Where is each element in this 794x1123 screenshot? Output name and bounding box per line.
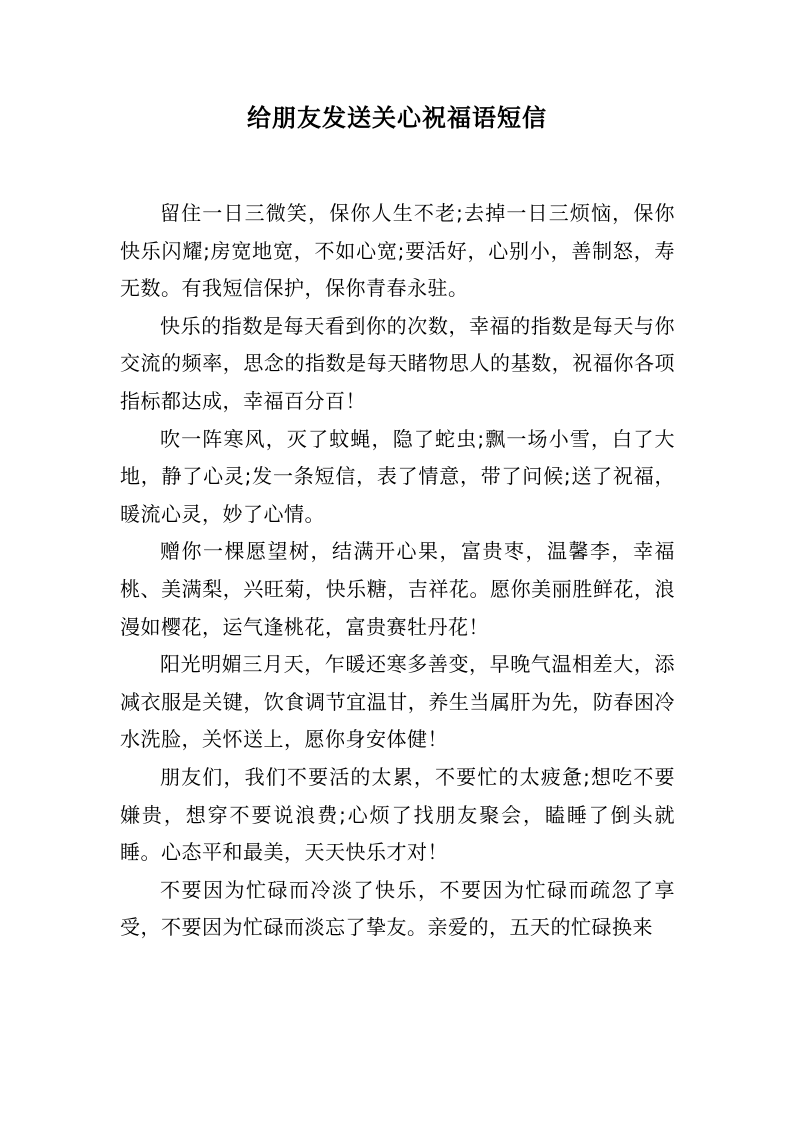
page-title: 给朋友发送关心祝福语短信 — [247, 104, 547, 132]
paragraph: 不要因为忙碌而冷淡了快乐，不要因为忙碌而疏忽了享受，不要因为忙碌而淡忘了挚友。亲爱的，五天的忙碌换来 — [120, 877, 675, 940]
paragraph: 朋友们，我们不要活的太累，不要忙的太疲惫;想吃不要嫌贵，想穿不要说浪费;心烦了找朋友聚会，瞌睡了倒头就睡。心态平和最美，天天快乐才对！ — [120, 764, 675, 865]
document-body — [120, 195, 675, 947]
paragraph: 赠你一棵愿望树，结满开心果，富贵枣，温馨李，幸福桃、美满梨，兴旺菊，快乐糖，吉祥花。愿你美丽胜鲜花，浪漫如樱花，运气逢桃花，富贵赛牡丹花！ — [120, 539, 675, 639]
paragraph: 快乐的指数是每天看到你的次数，幸福的指数是每天与你交流的频率，思念的指数是每天睹物思人的基数，祝福你各项指标都达成，幸福百分百！ — [120, 313, 675, 413]
paragraph: 吹一阵寒风，灭了蚊蝇，隐了蛇虫;飘一场小雪，白了大地，静了心灵;发一条短信，表了情意，带了问候;送了祝福，暖流心灵，妙了心情。 — [120, 426, 675, 526]
paragraph: 阳光明媚三月天，乍暖还寒多善变，早晚气温相差大，添减衣服是关键，饮食调节宜温甘，养生当属肝为先，防春困冷水洗脸，关怀送上，愿你身安体健！ — [120, 652, 675, 752]
paragraph: 留住一日三微笑，保你人生不老;去掉一日三烦恼，保你快乐闪耀;房宽地宽，不如心宽;要活好，心别小，善制怒，寿无数。有我短信保护，保你青春永驻。 — [120, 201, 675, 301]
